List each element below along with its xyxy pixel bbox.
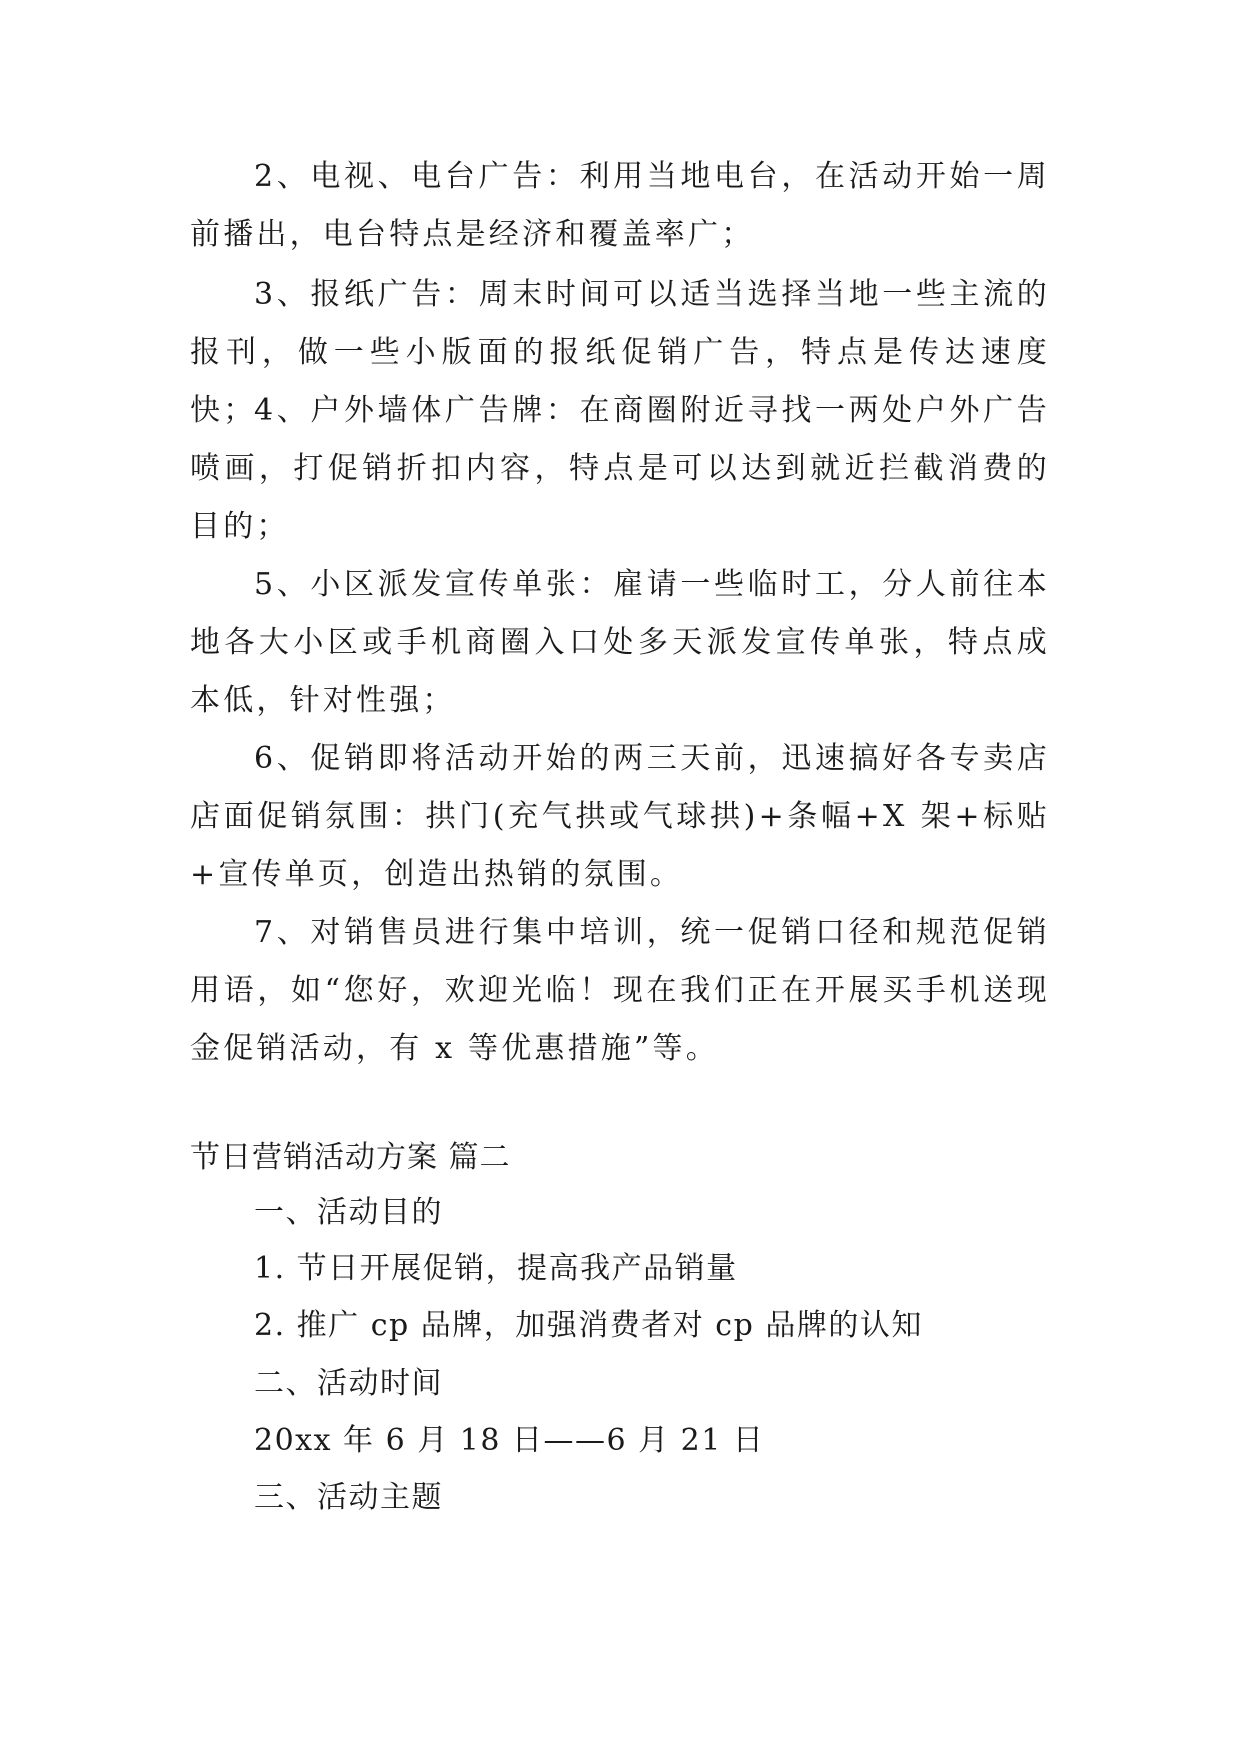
list-item-purpose-1: 1. 节日开展促销，提高我产品销量 [254,1251,738,1286]
paragraph-outdoor-billboard: 4、户外墙体广告牌：在商圈附近寻找一两处户外广告喷画，打促销折扣内容，特点是可以达到就近拦截消费的目的； [190,393,1050,544]
subheading-activity-time: 二、活动时间 [254,1366,443,1401]
subheading-activity-purpose: 一、活动目的 [254,1195,443,1230]
paragraph-tv-radio-ads: 2、电视、电台广告：利用当地电台，在活动开始一周前播出，电台特点是经济和覆盖率广； [190,159,1050,252]
paragraph-newspaper-ads: 3、报纸广告：周末时间可以适当选择当地一些主流的报刊，做一些小版面的报纸促销广告，特点是传达速度快； [190,277,1050,428]
subheading-activity-theme: 三、活动主题 [254,1480,443,1515]
paragraph-flyers: 5、小区派发宣传单张：雇请一些临时工，分人前往本地各大小区或手机商圈入口处多天派发宣传单张，特点成本低，针对性强； [190,567,1050,718]
activity-date-range: 20xx 年 6 月 18 日——6 月 21 日 [254,1423,765,1458]
paragraph-staff-training: 7、对销售员进行集中培训，统一促销口径和规范促销用语，如“您好，欢迎光临！现在我们正在开展买手机送现金促销活动，有 x 等优惠措施”等。 [190,915,1050,1066]
paragraph-store-atmosphere: 6、促销即将活动开始的两三天前，迅速搞好各专卖店店面促销氛围：拱门(充气拱或气球拱)+条幅+X 架+标贴+宣传单页，创造出热销的氛围。 [190,741,1050,892]
list-item-purpose-2: 2. 推广 cp 品牌，加强消费者对 cp 品牌的认知 [254,1308,923,1343]
section-title: 节日营销活动方案 篇二 [190,1140,511,1175]
